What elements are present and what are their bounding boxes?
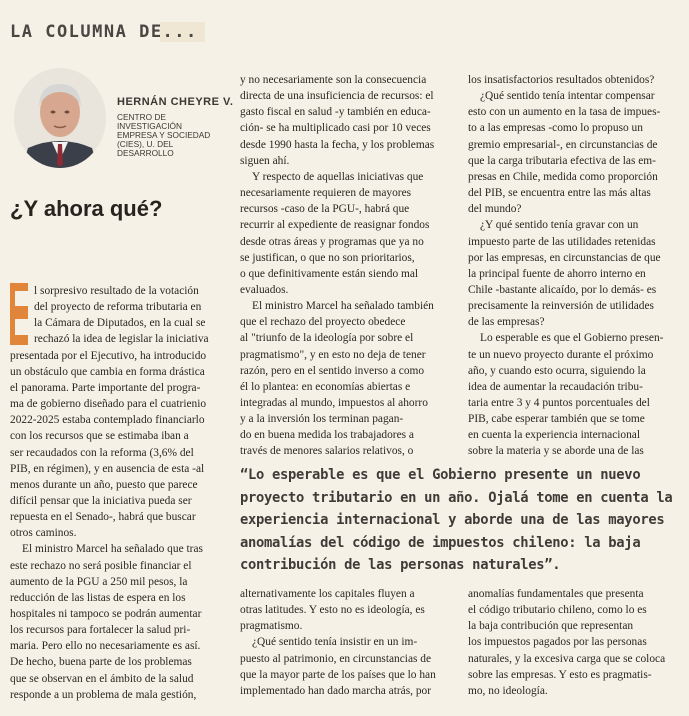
text-line: PIB, en régimen), y en ausencia de esta -al [10, 462, 205, 475]
text-line: y no necesariamente son la consecuencia [240, 74, 427, 86]
text-line: que la mayor parte de los países que lo han [240, 668, 436, 681]
text-line: naturales, y la excesiva carga que se coloca [468, 652, 666, 665]
text-line: o que definitivamente están siendo mal [240, 267, 419, 280]
text-line: puesto al patrimonio, en circunstancias de [240, 652, 432, 665]
text-line: reducción de las listas de espera en los [10, 591, 186, 604]
text-line: del proyecto de reforma tributaria en [34, 301, 202, 314]
text-line: que el rechazo del proyecto obedece [240, 316, 406, 329]
section-title: LA COLUMNA DE... [10, 22, 198, 42]
text-line: los insatisfactorios resultados obtenidos? [468, 74, 655, 86]
text-line: 2022-2025 estaba contemplado financiarlo [10, 414, 205, 427]
text-line: difícil pensar que la iniciativa pueda ser [10, 494, 192, 507]
text-line: esto con un aumento en la tasa de impues- [468, 106, 661, 119]
text-line: desde 1990 hasta la fecha, y los problemas [240, 138, 435, 151]
text-line: un obstáculo que cambia en forma drástica [10, 365, 205, 378]
text-line: con los recursos que se estimaba iban a [10, 430, 189, 443]
text-line: recursos -caso de la PGU-, habrá que [240, 203, 410, 216]
text-line: que la carga tributaria efectiva de las em- [468, 154, 656, 167]
author-affiliation-line: (CIES), U. DEL [117, 139, 174, 149]
text-line: este rechazo no será posible financiar el [10, 559, 192, 572]
text-line: él lo plantea: en economías abiertas e [240, 380, 411, 393]
text-line: responde a un problema de mala gestión, [10, 688, 197, 701]
text-line: integradas al mundo, impuestos al ahorro [240, 397, 428, 409]
text-line: Y respecto de aquellas iniciativas que [252, 170, 424, 183]
text-line: del PIB, se encuentra entre las más altas [468, 187, 651, 200]
text-line: taria entre 3 y 4 puntos porcentuales del [468, 397, 650, 409]
pull-quote-line: anomalías del código de impuestos chileno: la baja [240, 534, 641, 551]
text-line: te un nuevo proyecto durante el próximo [468, 348, 654, 361]
text-line: desde otras áreas y programas que ya no [240, 235, 424, 248]
text-line: Lo esperable es que el Gobierno presen- [480, 332, 664, 345]
text-line: ma de gobierno diseñado para el cuatrienio [10, 398, 207, 411]
text-line: siguen ahí. [240, 154, 290, 167]
text-line: los recursos para fortalecer la salud pri- [10, 624, 191, 637]
text-line: la principal fuente de ahorro interno en [468, 267, 646, 280]
text-line: El ministro Marcel ha señalado que tras [22, 543, 203, 556]
text-line: el panorama. Parte importante del progra- [10, 381, 201, 394]
text-line: año, y cuando esto ocurra, siguiendo la [468, 364, 646, 377]
pull-quote-line: “Lo esperable es que el Gobierno presente un nuevo [240, 467, 641, 483]
text-line: aumento de la PGU a 250 mil pesos, la [10, 575, 188, 588]
author-affiliation-line: DESARROLLO [117, 148, 174, 158]
text-line: ¿Qué sentido tenía insistir en un im- [252, 636, 418, 649]
pull-quote-line: contribución de las personas naturales”. [240, 557, 561, 573]
text-line: del mundo? [468, 203, 522, 216]
drop-cap-e [10, 283, 28, 345]
text-line: la Cámara de Diputados, en la cual se [34, 317, 206, 330]
text-line: El ministro Marcel ha señalado también [252, 300, 434, 313]
text-line: presas en Chile, medida como proporción [468, 170, 658, 183]
pull-quote-line: experiencia internacional y aborde una de las mayores [240, 512, 665, 528]
text-line: el código tributario chileno, como lo es [468, 604, 647, 617]
text-line: ser recaudados con la reforma (3,6% del [10, 446, 194, 459]
text-line: menos durante un año, puesto que parece [10, 478, 198, 491]
text-line: repuesta en el Senado-, habrá que buscar [10, 511, 196, 524]
text-line: y a la inversión los terminan pagan- [240, 413, 404, 426]
text-line: presentada por el Ejecutivo, ha introducido [10, 349, 207, 362]
text-line: precisamente la reinversión de utilidades [468, 300, 654, 313]
article-title: ¿Y ahora qué? [10, 196, 163, 221]
text-line: otros caminos. [10, 527, 77, 540]
text-line: anomalías fundamentales que presenta [468, 588, 644, 600]
text-line: sobre las empresas. Y esto es pragmatis- [468, 668, 652, 681]
text-line: ción- se ha multiplicado casi por 10 veces [240, 122, 431, 135]
text-line: evaluados. [240, 283, 289, 296]
text-line: implementado han dado marcha atrás, por [240, 684, 432, 697]
text-line: do en buena medida los trabajadores a [240, 429, 414, 442]
text-line: recurrir al expediente de reasignar fondos [240, 219, 430, 232]
text-line: los impuestos pagados por las personas [468, 636, 647, 649]
text-line: gremio empresarial-, en circunstancias de [468, 138, 658, 151]
text-line: l sorpresivo resultado de la votación [34, 285, 199, 297]
text-line: través de menores salarios relativos, o [240, 445, 414, 458]
text-line: idea de aumentar la recaudación tribu- [468, 380, 643, 393]
text-line: razón, pero en el sentido inverso a como [240, 364, 425, 377]
text-line: ¿Y qué sentido tenía gravar con un [480, 219, 639, 232]
text-line: PIB, cabe esperar también que se tome [468, 413, 645, 426]
text-line: otras latitudes. Y esto no es ideología, es [240, 604, 425, 617]
text-line: la baja contribución que representan [468, 620, 634, 633]
author-name: HERNÁN CHEYRE V. [117, 96, 234, 108]
text-line: pragmatismo", y en esto no deja de tener [240, 348, 426, 361]
text-line: sobre la materia y se aborde una de las [468, 445, 644, 458]
text-line: por las empresas, en circunstancias de que [468, 251, 661, 264]
author-affiliation-line: CENTRO DE [117, 112, 166, 122]
text-line: directa de una insuficiencia de recursos: el [240, 90, 434, 103]
text-line: rechazó la idea de legislar la iniciativa [34, 333, 209, 346]
pull-quote-line: proyecto tributario en un año. Ojalá tome en cuenta la [240, 489, 673, 506]
text-line: maria. Pero ello no necesariamente es así. [10, 640, 201, 653]
author-affiliation-line: EMPRESA Y SOCIEDAD [117, 130, 211, 140]
text-line: ¿Qué sentido tenía intentar compensar [480, 90, 655, 103]
text-line: de las empresas? [468, 316, 545, 329]
text-line: pragmatismo. [240, 620, 303, 633]
text-line: mo, no ideología. [468, 684, 548, 697]
text-line: to a las empresas -como lo propuso un [468, 122, 643, 135]
text-line: que se observan en el ámbito de la salud [10, 672, 194, 685]
text-line: gasto fiscal en salud -y también en educa- [240, 106, 431, 119]
text-line: se justifican, o que no son prioritarios, [240, 251, 415, 264]
text-line: impuesto parte de las utilidades retenidas [468, 235, 656, 248]
text-line: necesariamente requieren de mayores [240, 187, 412, 200]
author-photo [14, 68, 106, 168]
text-line: en cuenta la experiencia internacional [468, 429, 641, 442]
text-line: hospitales ni tampoco se podrán aumentar [10, 608, 202, 620]
text-line: Chile -bastante alicaído, por lo demás- es [468, 283, 657, 296]
text-line: al "triunfo de la ideología por sobre el [240, 332, 414, 345]
author-affiliation-line: INVESTIGACIÓN [117, 121, 183, 131]
text-line: alternativamente los capitales fluyen a [240, 588, 415, 600]
text-line: De hecho, buena parte de los problemas [10, 656, 192, 669]
